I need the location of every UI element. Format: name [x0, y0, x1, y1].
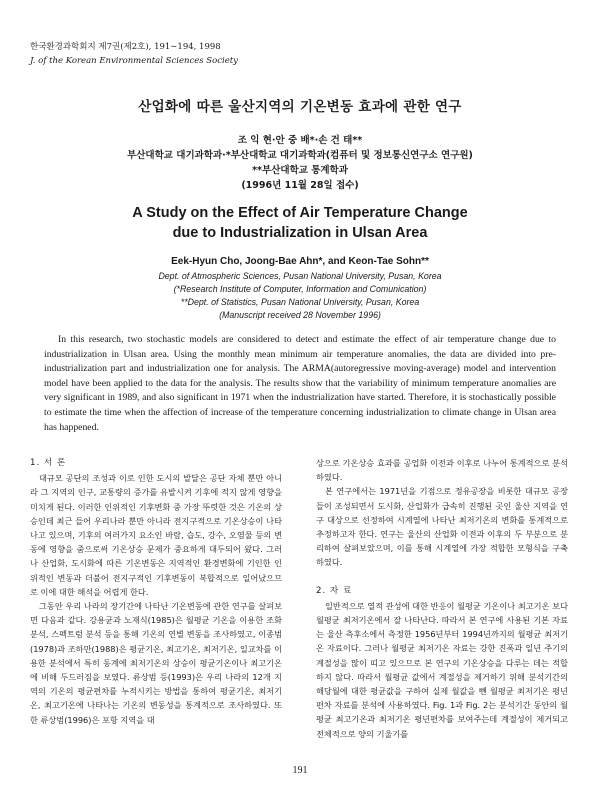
korean-received-date: (1996년 11월 28일 접수): [241, 180, 359, 191]
english-title: [0, 203, 600, 243]
english-title-line-1: A Study on the Effect of Air Temperature Change: [132, 205, 468, 221]
section-1-paragraph-2-continued: 상으로 기온상승 효과를 공업화 이전과 이후로 나누어 통계적으로 분석하였다.: [316, 458, 568, 483]
journal-header: [30, 40, 238, 68]
korean-title: 산업화에 따른 울산지역의 기온변동 효과에 관한 연구: [138, 99, 462, 115]
section-2-paragraph-1: 일반적으로 열적 관성에 대한 반응이 월평균 기온이나 최고기온 보다 월평균 최저기온에서 잘 나타난다. 따라서 본 연구에 사용된 기본 자료는 울산 측후소에서 측정한 1956년부터 1994년까지의 월평균 최저기온 자료이다. 그러나 월평균 최저기온 자료는 강한 진폭과 일년 주기의 계절성을 많이 띠고 있으므로 본 연구의 기온상승을 다루는 데는 적합하지 않다. 따라서 월평균 값에서 계절성을 제거하기 위해 분석기간의 해당월에 대한 평균값을 구하여 실제 월값을 뺀 월평균 최저기온 평년편차 자료를 분석에 사용하였다. Fig. 1과 Fig. 2는 분석기간 동안의 월평균 최고기온과 최저기온 평년편차를 보여주는데 계절성이 제거되고 전체적으로 양의 기울기를: [316, 600, 568, 739]
section-1-paragraph-3: 본 연구에서는 1971년을 기점으로 정유공장을 비롯한 대규모 공장들이 조성되면서 도시화, 산업화가 급속히 진행된 곳인 울산 지역을 연구 대상으로 선정하여 시계열에 나타난 최저기온의 변화를 통계적으로 추정하고자 한다. 연구는 울산의 산업화 이전과 이후의 두 부분으로 분리하여 살펴보았으며, 이를 통해 시계열에 가장 적합한 모형식을 구축하였다.: [316, 486, 568, 568]
korean-authors: 조 익 현·안 중 배*·손 건 태**: [237, 135, 363, 146]
journal-name-korean: 한국환경과학회지 제7권(제2호), 191∼194, 1998: [30, 42, 221, 52]
korean-affiliation-1: 부산대학교 대기과학과·*부산대학교 대기과학과(컴퓨터 및 정보통신연구소 연구원): [127, 150, 473, 161]
korean-affiliation-2: **부산대학교 통계학과: [252, 165, 348, 176]
english-title-line-2: due to Industrialization in Ulsan Area: [172, 225, 428, 241]
english-affiliation-2: (*Research Institute of Computer, Information and Comunication): [173, 284, 427, 294]
section-1-heading: 1. 서 론: [30, 458, 67, 468]
section-2-heading: 2. 자 료: [316, 585, 353, 596]
section-1-paragraph-1: 대규모 공단의 조성과 이로 인한 도시의 발달은 공단 자체 뿐만 아니라 그 지역의 인구, 교통량의 증가를 유발시켜 기후에 적지 않게 영향을 미치게 된다. 이러한 인위적인 기후변화 중 가장 뚜렷한 것은 기온의 상승인데 최근 들어 우리나라 뿐만 아니라 전지구적으로 기온상승이 나타나고 있으며, 기후의 여러가지 요소인 바람, 습도, 강수, 오염물 등의 변동에 영향을 줌으로써 기온상승 문제가 중요하게 대두되어 왔다. 그러나 산업화, 도시화에 따른 기온변동은 지역적인 환경변화에 기인한 인위적인 변동과 더불어 전지구적인 기후변동이 복합적으로 일어났으므로 이에 대한 해석을 어렵게 한다.: [30, 473, 282, 597]
english-author-block: [0, 255, 600, 322]
korean-author-block: [0, 133, 600, 193]
journal-name-english: J. of the Korean Environmental Sciences Society: [30, 56, 238, 66]
english-affiliation-3: **Dept. of Statistics, Pusan National University, Pusan, Korea: [180, 297, 420, 307]
section-1-paragraph-2: 그동안 우리 나라의 장기간에 나타난 기온변동에 관한 연구를 살펴보면 다음과 같다. 강용균과 노재식(1985)은 월평균 기온을 이용한 조화분석, 스펙트럼 분석 등을 통해 기온의 연별 변동을 조사하였고, 이종범(1978)과 조하만(1988)은 평균기온, 최고기온, 최저기온, 일교차를 이용한 분석에서 특히 동계에 최저기온의 상승이 평균기온이나 최고기온에 비해 두드러짐을 보였다. 류상범 등(1993)은 우리 나라의 12개 지역의 기온의 평균편차를 누적시키는 방법을 통하여 평균기온, 최저기온, 최고기온에 나타나는 기온의 변동성을 통계적으로 조사하였다. 또한 류상범(1996)은 포항 지역을 대: [30, 601, 282, 725]
body-column-left: [30, 456, 282, 727]
page-number: 191: [292, 765, 308, 776]
abstract: In this research, two stochastic models are considered to detect and estimate the effect of air temperature change due to industrialization in Ulsan area. Using the monthly mean minimum air temperature anomalies, the data are divided into pre-industrialization part and industrialization one for analysis. The ARMA(autoregressive moving-average) model and intervention model have been applied to the data for the analysis. The results show that the variability of minimum temperature anomalies are very significant in 1989, and also significant in 1971 when the industrialization have started. Therefore, it is stochastically possible to estimate the time when the affection of increase of the temperature concerning industrialization to climate change in Ulsan area has happened.: [44, 334, 556, 433]
body-column-right: [316, 456, 568, 741]
english-received-date: (Manuscript received 28 November 1996): [219, 310, 381, 320]
english-affiliation-1: Dept. of Atmospheric Sciences, Pusan National University, Pusan, Korea: [158, 271, 442, 281]
english-authors: Eek-Hyun Cho, Joong-Bae Ahn*, and Keon-Tae Sohn**: [171, 256, 429, 267]
